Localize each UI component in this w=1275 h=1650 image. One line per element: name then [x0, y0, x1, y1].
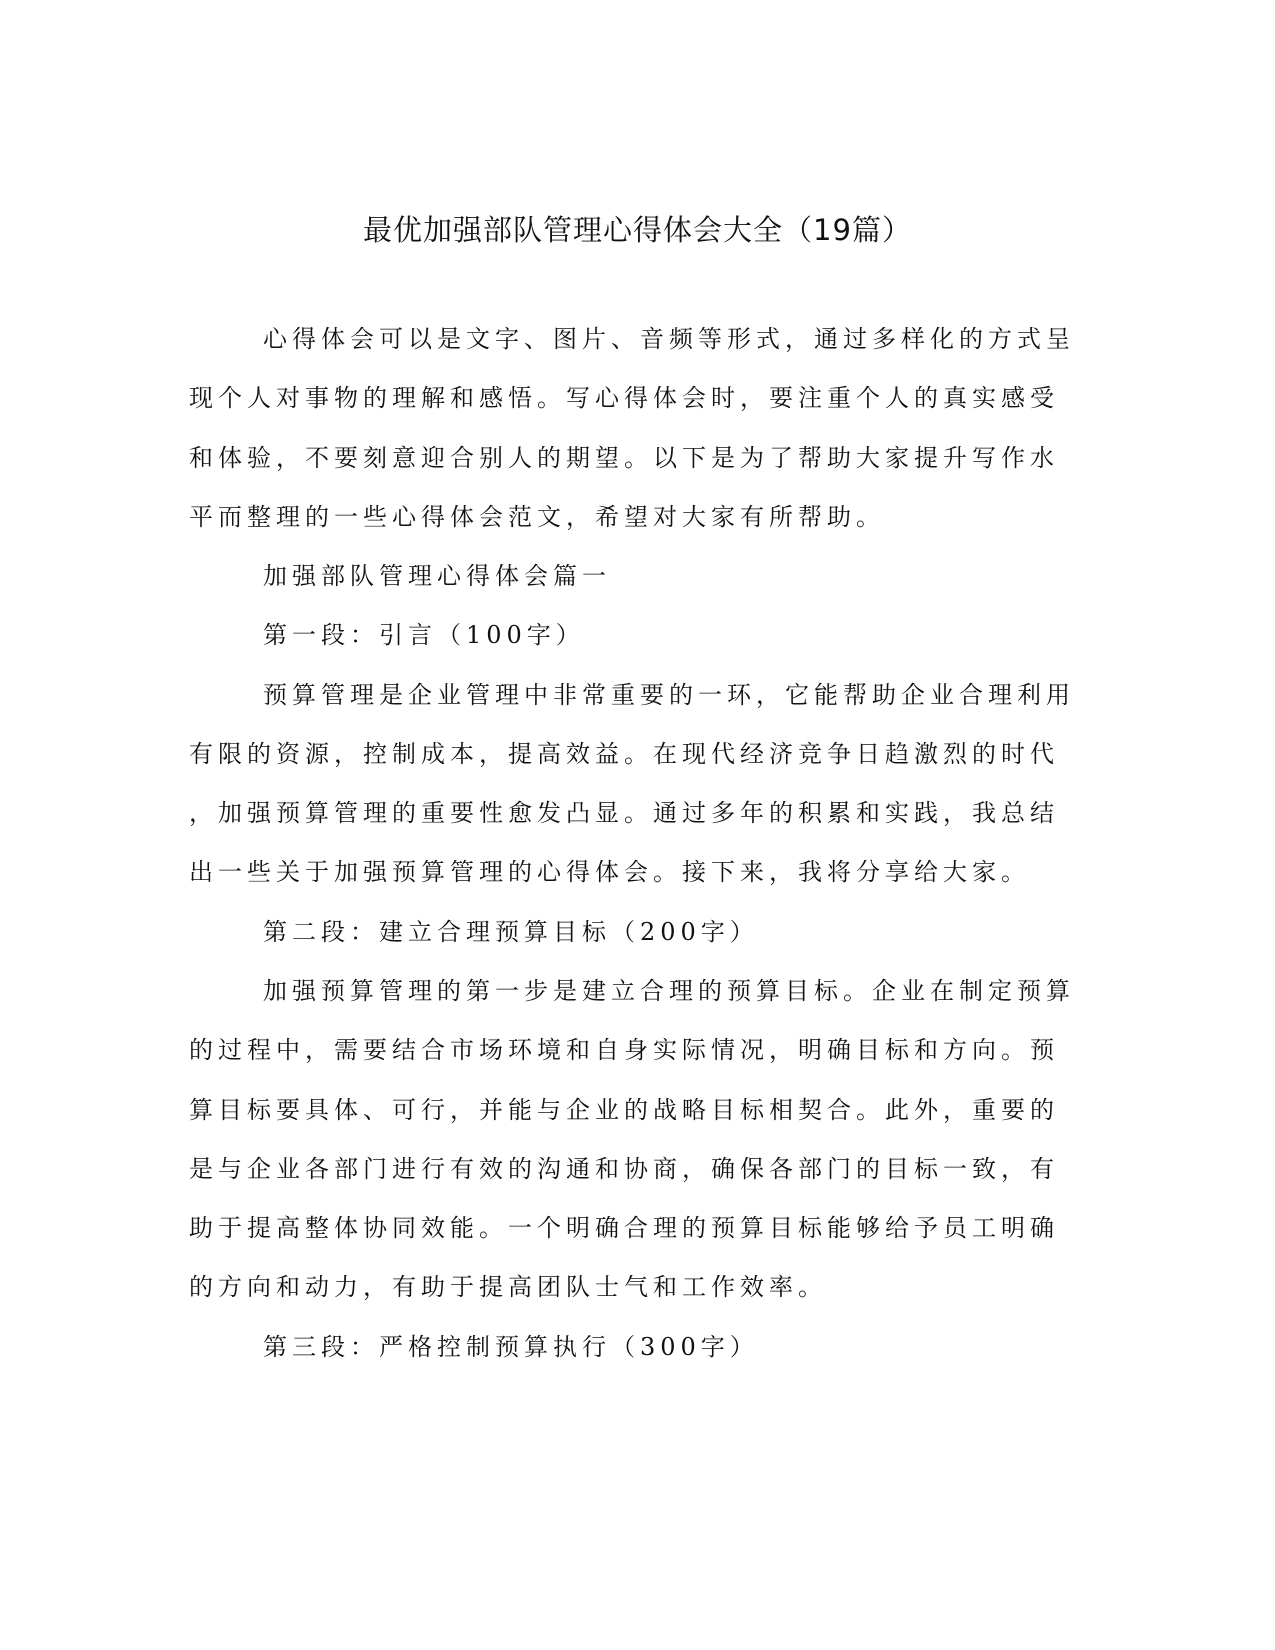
intro-line-1: 心得体会可以是文字、图片、音频等形式，通过多样化的方式呈	[263, 325, 1075, 353]
document-title: 最优加强部队管理心得体会大全（19篇）	[363, 213, 912, 247]
intro-line-3: 和体验，不要刻意迎合别人的期望。以下是为了帮助大家提升写作水	[189, 444, 1059, 472]
section-heading-2: 第二段：建立合理预算目标（200字）	[263, 918, 759, 946]
section-heading-1: 第一段：引言（100字）	[263, 621, 585, 649]
section-1-line-2: 有限的资源，控制成本，提高效益。在现代经济竞争日趋激烈的时代	[189, 740, 1059, 768]
section-2-line-2: 的过程中，需要结合市场环境和自身实际情况，明确目标和方向。预	[189, 1036, 1059, 1064]
section-1-line-1: 预算管理是企业管理中非常重要的一环，它能帮助企业合理利用	[263, 681, 1075, 709]
section-2-line-6: 的方向和动力，有助于提高团队士气和工作效率。	[189, 1273, 827, 1301]
article-heading: 加强部队管理心得体会篇一	[263, 562, 611, 590]
section-1-line-3: ，加强预算管理的重要性愈发凸显。通过多年的积累和实践，我总结	[189, 799, 1059, 827]
section-2-line-5: 助于提高整体协同效能。一个明确合理的预算目标能够给予员工明确	[189, 1214, 1059, 1242]
intro-line-4: 平而整理的一些心得体会范文，希望对大家有所帮助。	[189, 503, 885, 531]
section-2-line-1: 加强预算管理的第一步是建立合理的预算目标。企业在制定预算	[263, 977, 1075, 1005]
section-heading-3: 第三段：严格控制预算执行（300字）	[263, 1333, 759, 1361]
section-2-line-4: 是与企业各部门进行有效的沟通和协商，确保各部门的目标一致，有	[189, 1155, 1059, 1183]
intro-line-2: 现个人对事物的理解和感悟。写心得体会时，要注重个人的真实感受	[189, 384, 1059, 412]
section-2-line-3: 算目标要具体、可行，并能与企业的战略目标相契合。此外，重要的	[189, 1096, 1059, 1124]
section-1-line-4: 出一些关于加强预算管理的心得体会。接下来，我将分享给大家。	[189, 858, 1030, 886]
